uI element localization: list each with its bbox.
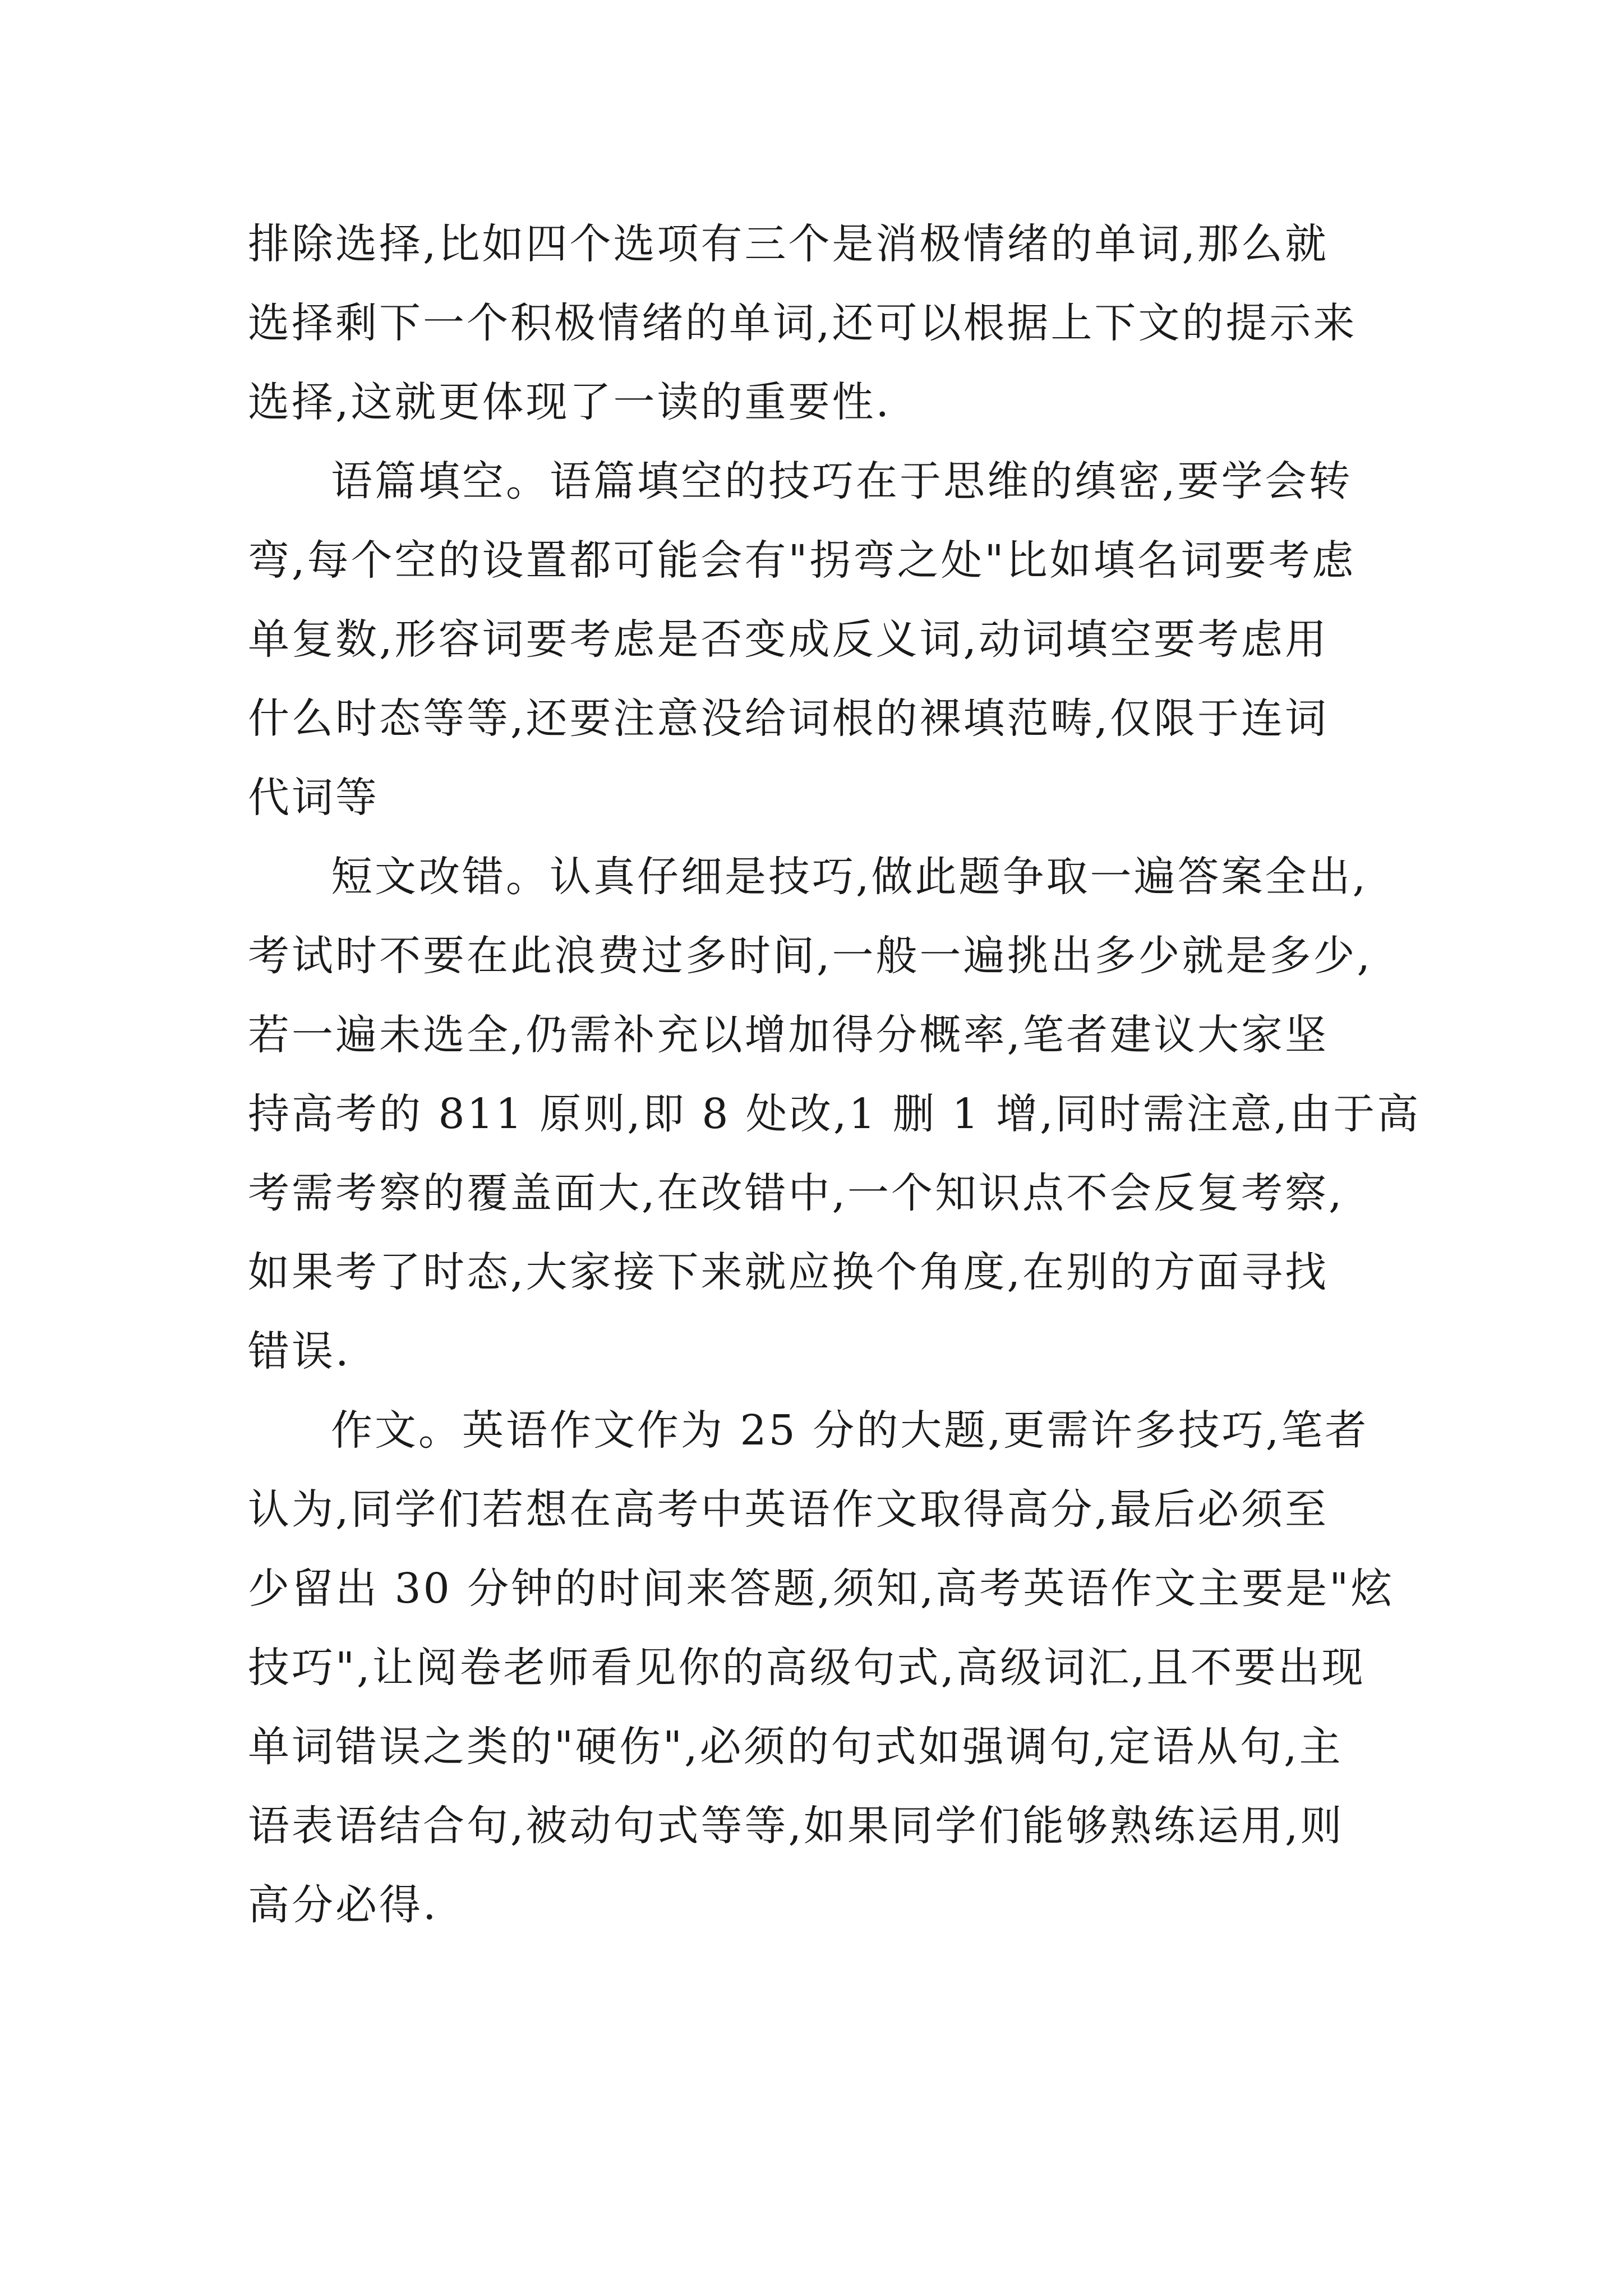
- document-body: [248, 205, 1421, 1945]
- paragraph-composition: [248, 1391, 1395, 1945]
- text-line: 什么时态等等,还要注意没给词根的裸填范畴,仅限于连词: [248, 694, 1329, 743]
- text-line: 单复数,形容词要考虑是否变成反义词,动词填空要考虑用: [248, 615, 1329, 664]
- text-line: 高分必得.: [248, 1881, 439, 1929]
- text-line: 排除选择,比如四个选项有三个是消极情绪的单词,那么就: [248, 220, 1329, 268]
- text-line: 单词错误之类的"硬伤",必须的句式如强调句,定语从句,主: [248, 1723, 1343, 1771]
- text-line: 少留出 30 分钟的时间来答题,须知,高考英语作文主要是"炫: [248, 1565, 1395, 1613]
- text-line: 语篇填空。语篇填空的技巧在于思维的缜密,要学会转: [331, 457, 1353, 505]
- paragraph-cloze: [248, 442, 1392, 838]
- text-line: 语表语结合句,被动句式等等,如果同学们能够熟练运用,则: [248, 1802, 1344, 1850]
- text-line: 技巧",让阅卷老师看见你的高级句式,高级词汇,且不要出现: [248, 1644, 1366, 1692]
- text-line: 如果考了时态,大家接下来就应换个角度,在别的方面寻找: [248, 1248, 1329, 1296]
- text-line: 考需考察的覆盖面大,在改错中,一个知识点不会反复考察,: [248, 1169, 1344, 1217]
- paragraph-error-correction: [248, 838, 1421, 1391]
- paragraph-continuation: [248, 205, 1392, 442]
- text-line: 代词等: [248, 774, 379, 822]
- text-line: 若一遍未选全,仍需补充以增加得分概率,笔者建议大家坚: [248, 1011, 1329, 1059]
- text-line: 选择,这就更体现了一读的重要性.: [248, 378, 892, 426]
- text-line: 认为,同学们若想在高考中英语作文取得高分,最后必须至: [248, 1485, 1329, 1534]
- text-line: 弯,每个空的设置都可能会有"拐弯之处"比如填名词要考虑: [248, 536, 1356, 585]
- text-line: 持高考的 811 原则,即 8 处改,1 删 1 增,同时需注意,由于高: [248, 1090, 1421, 1138]
- text-line: 错误.: [248, 1327, 351, 1375]
- text-line: 短文改错。认真仔细是技巧,做此题争取一遍答案全出,: [331, 853, 1368, 901]
- text-line: 选择剩下一个积极情绪的单词,还可以根据上下文的提示来: [248, 299, 1357, 347]
- text-line: 考试时不要在此浪费过多时间,一般一遍挑出多少就是多少,: [248, 932, 1373, 980]
- text-line: 作文。英语作文作为 25 分的大题,更需许多技巧,笔者: [331, 1406, 1369, 1455]
